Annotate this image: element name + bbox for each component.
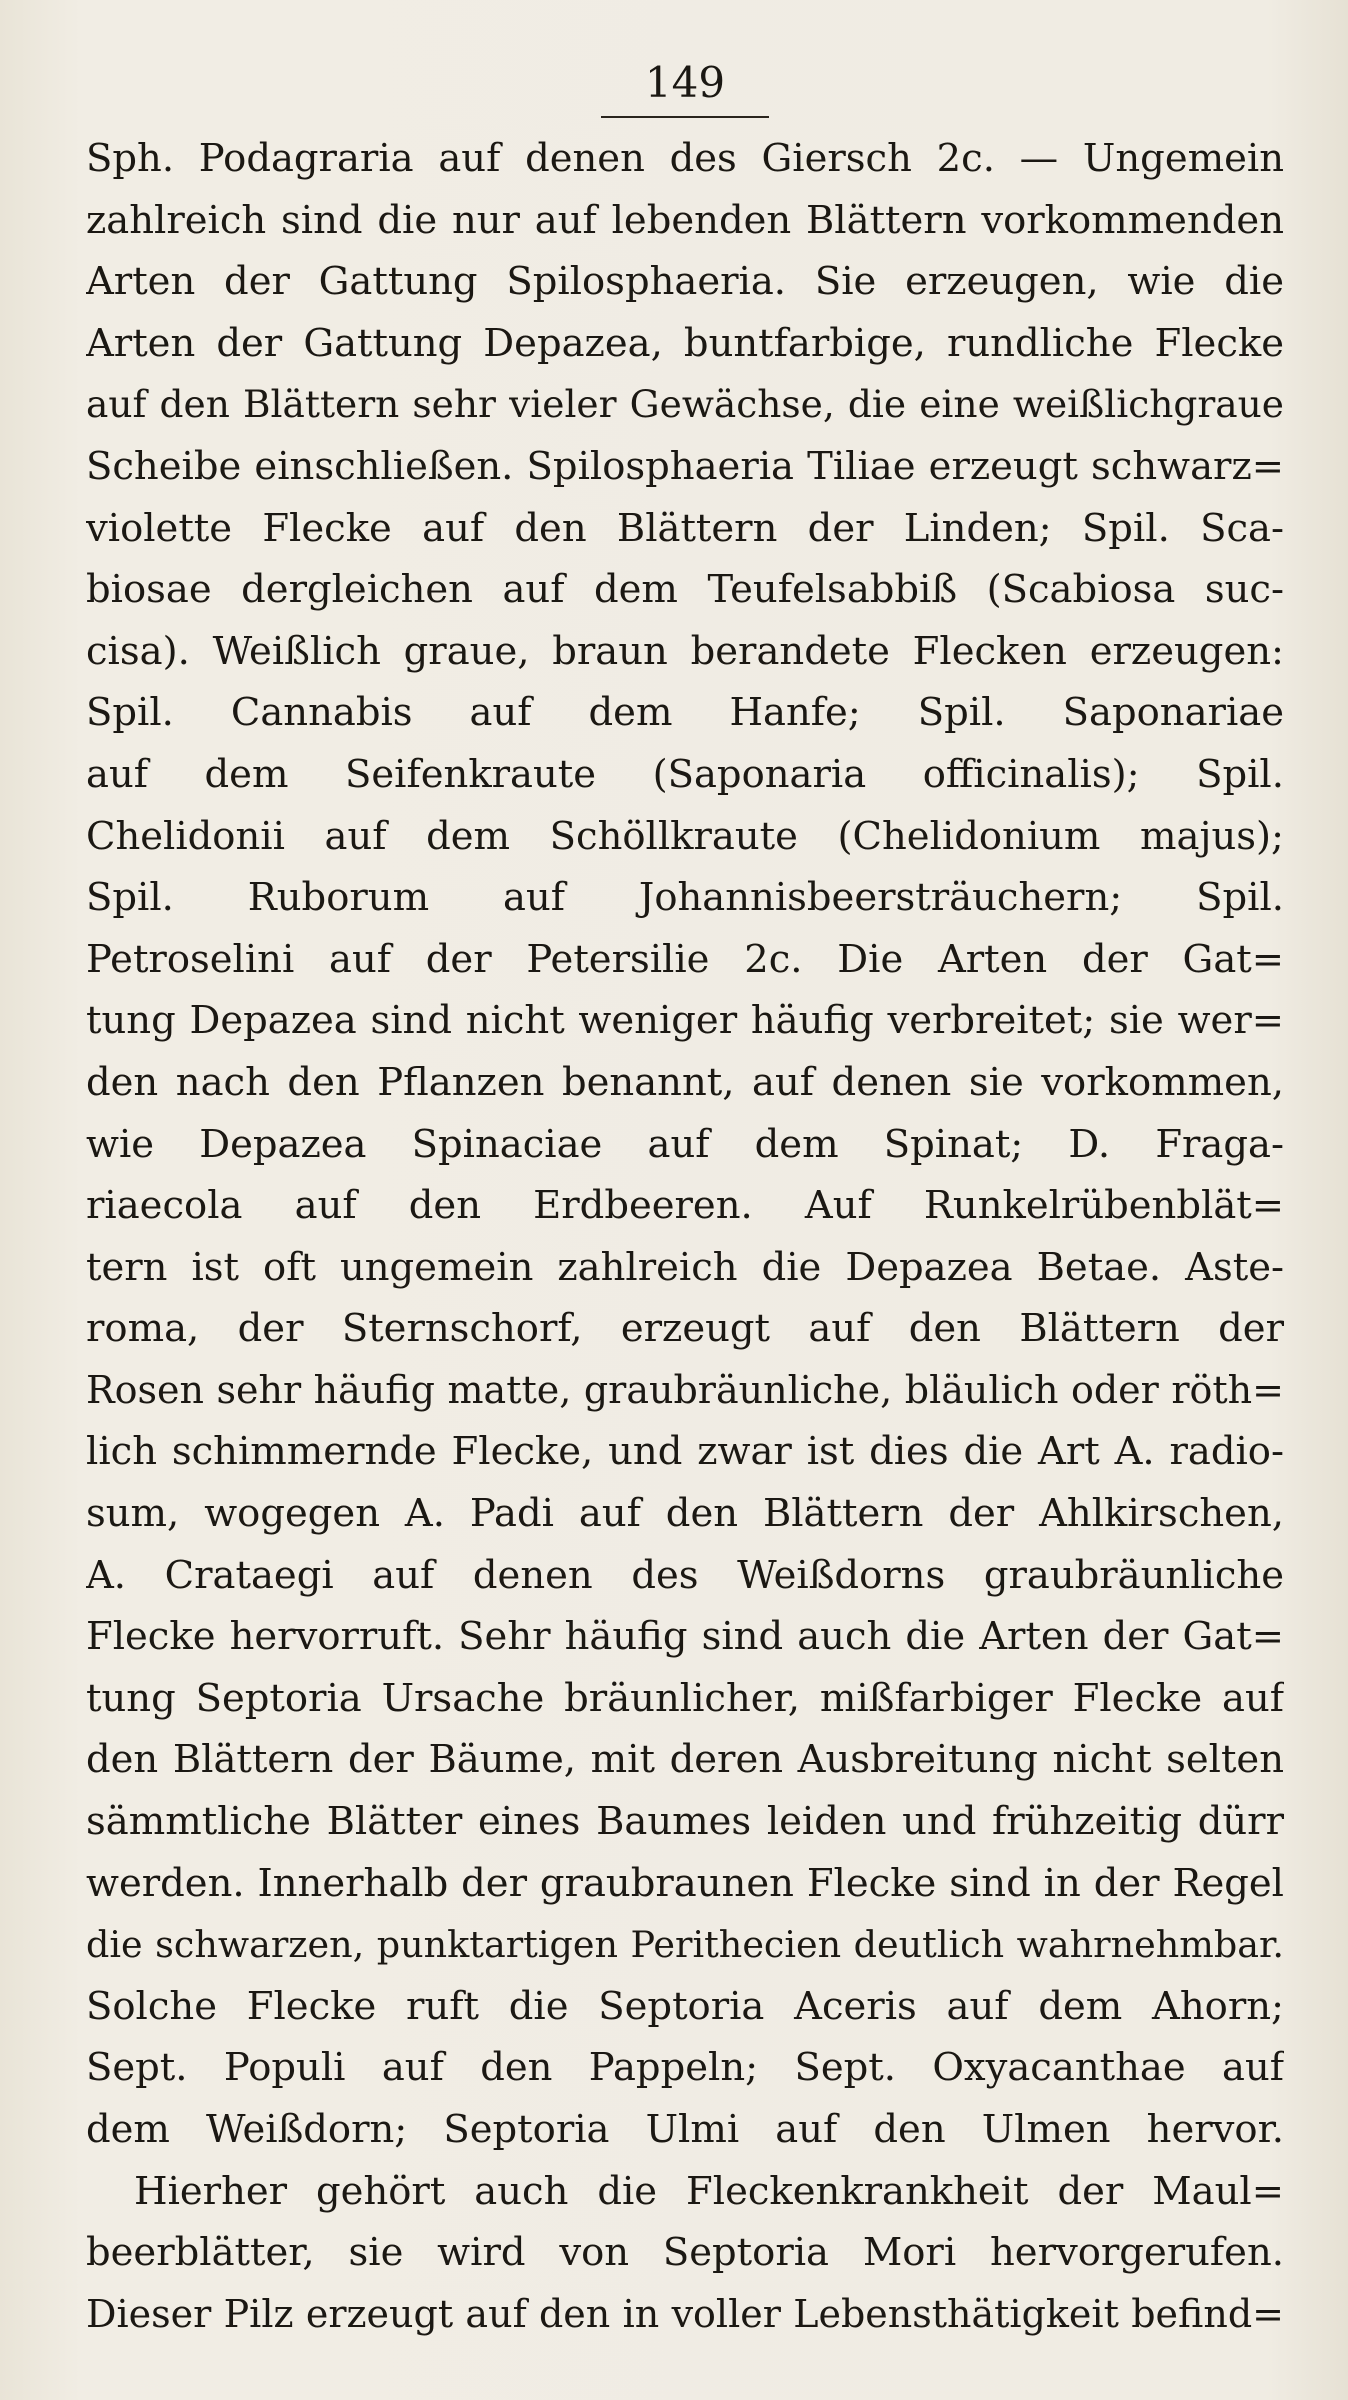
- text-line: tern ist oft ungemein zahlreich die Depazea Betae. Aste-: [86, 1244, 1284, 1290]
- text-line: biosae dergleichen auf dem Teufelsabbiß (Scabiosa suc-: [86, 567, 1284, 613]
- text-line: Spil. Ruborum auf Johannisbeersträuchern; Spil.: [86, 875, 1284, 921]
- text-line: auf den Blättern sehr vieler Gewächse, die eine weißlichgraue: [86, 382, 1284, 427]
- text-line: Petroselini auf der Petersilie 2c. Die Arten der Gat=: [86, 936, 1284, 982]
- text-line: violette Flecke auf den Blättern der Linden; Spil. Sca-: [86, 505, 1284, 551]
- text-line: Hierher gehört auch die Fleckenkrankheit der Maul=: [134, 2168, 1284, 2214]
- text-line: Spil. Cannabis auf dem Hanfe; Spil. Saponariae: [86, 690, 1284, 736]
- text-line: Chelidonii auf dem Schöllkraute (Chelidonium majus);: [86, 813, 1284, 859]
- text-line: cisa). Weißlich graue, braun berandete Flecken erzeugen:: [86, 628, 1284, 674]
- text-line: den nach den Pflanzen benannt, auf denen sie vorkommen,: [86, 1059, 1284, 1105]
- text-line: A. Crataegi auf denen des Weißdorns graubräunliche: [86, 1552, 1284, 1598]
- text-line: Dieser Pilz erzeugt auf den in voller Lebensthätigkeit befind=: [86, 2291, 1284, 2336]
- text-line: lich schimmernde Flecke, und zwar ist dies die Art A. radio-: [86, 1429, 1284, 1475]
- text-line: die schwarzen, punktartigen Perithecien deutlich wahrnehmbar.: [86, 1923, 1284, 1967]
- text-line: den Blättern der Bäume, mit deren Ausbreitung nicht selten: [86, 1737, 1284, 1783]
- text-line: Flecke hervorruft. Sehr häufig sind auch die Arten der Gat=: [86, 1614, 1284, 1660]
- text-line: Scheibe einschließen. Spilosphaeria Tiliae erzeugt schwarz=: [86, 443, 1284, 489]
- text-line: roma, der Sternschorf, erzeugt auf den Blättern der: [86, 1306, 1284, 1352]
- text-line: dem Weißdorn; Septoria Ulmi auf den Ulmen hervor.: [86, 2107, 1284, 2152]
- text-line: sämmtliche Blätter eines Baumes leiden und frühzeitig dürr: [86, 1799, 1284, 1845]
- text-line: zahlreich sind die nur auf lebenden Blättern vorkommenden: [86, 197, 1284, 243]
- text-line: wie Depazea Spinaciae auf dem Spinat; D. Fraga-: [86, 1121, 1284, 1167]
- header-rule: [601, 116, 769, 118]
- paragraph-2: [86, 2161, 1284, 2346]
- text-line: tung Septoria Ursache bräunlicher, mißfarbiger Flecke auf: [86, 1675, 1284, 1721]
- text-line: Sept. Populi auf den Pappeln; Sept. Oxyacanthae auf: [86, 2045, 1284, 2091]
- text-line: Solche Flecke ruft die Septoria Aceris auf dem Ahorn;: [86, 1983, 1284, 2029]
- paragraph-1: [86, 128, 1284, 2161]
- text-line: auf dem Seifenkraute (Saponaria officinalis); Spil.: [86, 751, 1284, 797]
- text-line: riaecola auf den Erdbeeren. Auf Runkelrübenblät=: [86, 1183, 1284, 1229]
- text-line: Arten der Gattung Spilosphaeria. Sie erzeugen, wie die: [86, 259, 1284, 305]
- page-number: 149: [644, 58, 726, 107]
- text-line: beerblätter, sie wird von Septoria Mori hervorgerufen.: [86, 2230, 1284, 2276]
- text-line: werden. Innerhalb der graubraunen Flecke sind in der Regel: [86, 1860, 1284, 1906]
- text-line: Arten der Gattung Depazea, buntfarbige, rundliche Flecke: [86, 320, 1284, 366]
- text-line: sum, wogegen A. Padi auf den Blättern der Ahlkirschen,: [86, 1491, 1284, 1537]
- text-line: Rosen sehr häufig matte, graubräunliche, bläulich oder röth=: [86, 1367, 1284, 1412]
- text-line: Sph. Podagraria auf denen des Giersch 2c. — Ungemein: [86, 136, 1284, 181]
- text-line: tung Depazea sind nicht weniger häufig verbreitet; sie wer=: [86, 998, 1284, 1044]
